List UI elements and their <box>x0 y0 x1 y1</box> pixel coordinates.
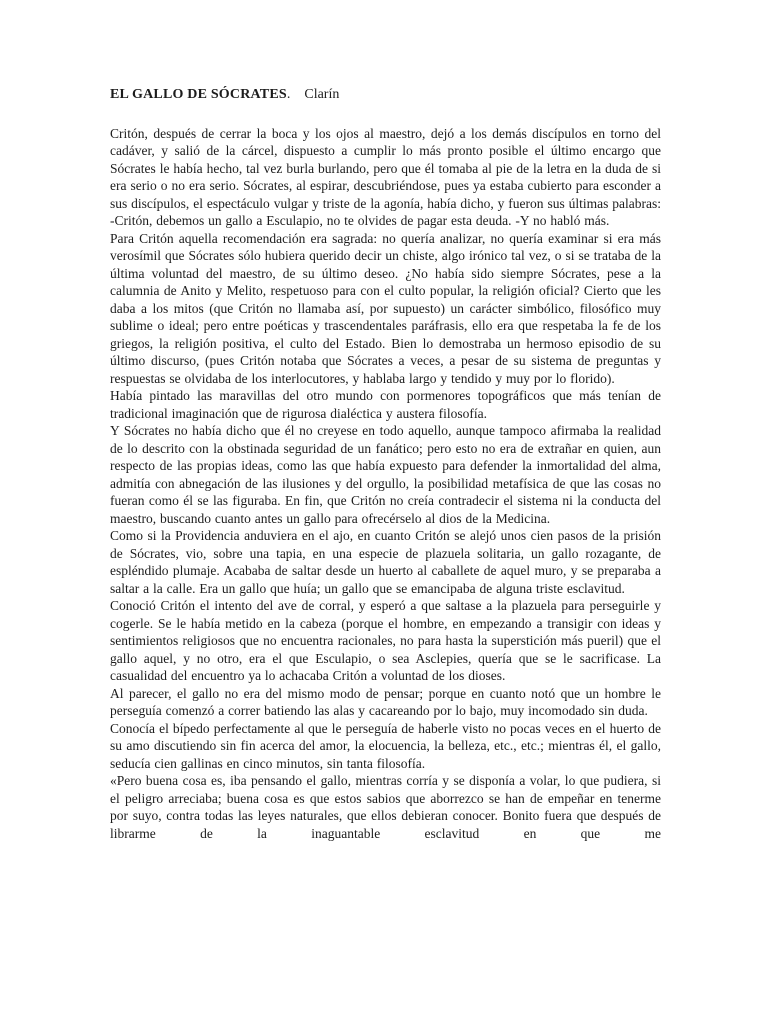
title-period: . <box>286 87 291 102</box>
paragraph: Al parecer, el gallo no era del mismo modo de pensar; porque en cuanto notó que un hombre le perseguía comenzó a correr batiendo las alas y cacareando por lo bajo, muy incomodado sin duda. <box>110 685 661 718</box>
paragraph: Critón, después de cerrar la boca y los ojos al maestro, dejó a los demás discípulos en torno del cadáver, y salió de la cárcel, dispuesto a cumplir lo más pronto posible el último encargo que Sócrates le había hecho, tal vez burla burlando, pero que él tomaba al pie de la letra en la duda de si era serio o no era serio. Sócrates, al espirar, descubriéndose, pues ya estaba cubierto para esconder a sus discípulos, el espectáculo vulgar y triste de la agonía, había dicho, y fueron sus últimas palabras: -Critón, debemos un gallo a Esculapio, no te olvides de pagar esta deuda. -Y no habló más. <box>110 125 661 228</box>
document-title-line <box>110 86 661 104</box>
document-body <box>110 125 661 843</box>
document-title: EL GALLO DE SÓCRATES <box>110 87 287 102</box>
paragraph: Conocía el bípedo perfectamente al que le perseguía de haberle visto no pocas veces en el huerto de su amo discutiendo sin fin acerca del amor, la elocuencia, la belleza, etc., etc.; mientras él, el gallo, seducía cien gallinas en cinco minutos, sin tanta filosofía. <box>110 720 661 771</box>
document-content <box>110 86 661 842</box>
paragraph: Como si la Providencia anduviera en el ajo, en cuanto Critón se alejó unos cien pasos de la prisión de Sócrates, vio, sobre una tapia, en una especie de plazuela solitaria, un gallo rozagante, de espléndido plumaje. Acababa de saltar desde un huerto al caballete de aquel muro, y se preparaba a saltar a la calle. Era un gallo que huía; un gallo que se emancipaba de alguna triste esclavitud. <box>110 528 661 596</box>
paragraph: «Pero buena cosa es, iba pensando el gallo, mientras corría y se disponía a volar, lo que pudiera, si el peligro arreciaba; buena cosa es que estos sabios que aborrezco se han de empeñar en tenerme por suyo, contra todas las leyes naturales, que ellos debieran conocer. Bonito fuera que después de librarme de la inaguantable esclavitud en que me <box>110 773 661 841</box>
paragraph: Y Sócrates no había dicho que él no creyese en todo aquello, aunque tampoco afirmaba la realidad de lo descrito con la obstinada seguridad de un fanático; pero esto no era de extrañar en quien, aun respecto de las propias ideas, como las que había expuesto para defender la inmortalidad del alma, admitía con abnegación de las ilusiones y del orgullo, la posibilidad metafísica de que las cosas no fueran como él se las figuraba. En fin, que Critón no creía contradecir el sistema ni la conducta del maestro, buscando cuanto antes un gallo para ofrecérselo al dios de la Medicina. <box>110 423 661 526</box>
paragraph: Conoció Critón el intento del ave de corral, y esperó a que saltase a la plazuela para perseguirle y cogerle. Se le había metido en la cabeza (porque el hombre, en empezando a transigir con ideas y sentimientos religiosos que no encuentra racionales, no para hasta la superstición más pueril) que el gallo aquel, y no otro, era el que Esculapio, o sea Asclepies, quería que se le sacrificase. La casualidad del encuentro ya lo achacaba Critón a voluntad de los dioses. <box>110 598 661 683</box>
author-name: Clarín <box>304 87 340 102</box>
paragraph: Había pintado las maravillas del otro mundo con pormenores topográficos que más tenían de tradicional imaginación que de rigurosa dialéctica y austera filosofía. <box>110 388 661 421</box>
paragraph: Para Critón aquella recomendación era sagrada: no quería analizar, no quería examinar si era más verosímil que Sócrates sólo hubiera querido decir un chiste, algo irónico tal vez, o si se trataba de la última voluntad del maestro, de su último deseo. ¿No había sido siempre Sócrates, pese a la calumnia de Anito y Melito, respetuoso para con el culto popular, la religión oficial? Cierto que les daba a los mitos (que Critón no llamaba así, por supuesto) un carácter simbólico, filosófico muy sublime o ideal; pero entre poéticas y trascendentales paráfrasis, ello era que respetaba la fe de los griegos, la religión positiva, el culto del Estado. Bien lo demostraba un hermoso episodio de su último discurso, (pues Critón notaba que Sócrates a veces, a pesar de su sistema de preguntas y respuestas se olvidaba de los interlocutores, y hablaba largo y tendido y muy por lo florido). <box>110 230 661 386</box>
